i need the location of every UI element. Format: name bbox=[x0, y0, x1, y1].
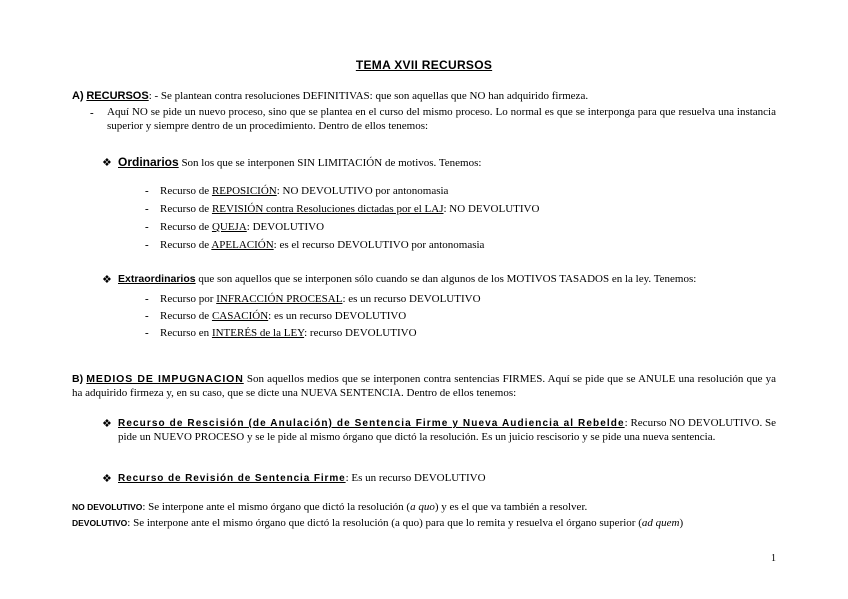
definition-no-devolutivo bbox=[72, 501, 587, 514]
dash-bullet: - bbox=[145, 239, 149, 251]
list-item bbox=[160, 310, 406, 323]
item-desc: : es un recurso DEVOLUTIVO bbox=[342, 293, 481, 305]
definition-latin: ad quem bbox=[641, 517, 680, 529]
extraordinarios-text: que son aquellos que se interponen sólo cuando se dan algunos de los MOTIVOS TASADOS en la ley. Tenemos: bbox=[195, 273, 697, 285]
item-prefix: Recurso de bbox=[160, 239, 212, 251]
list-item bbox=[160, 203, 539, 216]
section-b-heading: MEDIOS DE IMPUGNACION bbox=[86, 373, 244, 385]
item-desc: : es el recurso DEVOLUTIVO por antonomasia bbox=[273, 239, 485, 251]
dash-bullet: - bbox=[145, 293, 149, 305]
rescision-paragraph bbox=[118, 417, 776, 444]
definition-latin: a quo bbox=[410, 501, 435, 513]
item-term: REPOSICIÓN bbox=[211, 185, 277, 197]
section-b-label: B) bbox=[72, 373, 84, 385]
extraordinarios-line bbox=[118, 273, 696, 286]
definition-text: : Se interpone ante el mismo órgano que dictó la resolución (a quo) para que lo remita y resuelva el órgano superior ( bbox=[127, 517, 642, 529]
item-prefix: Recurso de bbox=[160, 203, 212, 215]
definition-term: NO DEVOLUTIVO bbox=[72, 502, 143, 512]
item-term: REVISIÓN contra Resoluciones dictadas por el LAJ bbox=[211, 203, 444, 215]
revision-text: : Es un recurso DEVOLUTIVO bbox=[345, 472, 486, 484]
item-term: INTERÉS de la LEY bbox=[211, 327, 305, 339]
item-desc: : recurso DEVOLUTIVO bbox=[304, 327, 417, 339]
section-a-paragraph: Aquí NO se pide un nuevo proceso, sino que se plantea en el curso del mismo proceso. Lo normal es que se interponga para que resuelva una instancia superior y siempre dentro de un procedimiento. Dentro de ellos tenemos: bbox=[107, 106, 776, 132]
item-desc: : NO DEVOLUTIVO por antonomasia bbox=[276, 185, 449, 197]
revision-heading: Recurso de Revisión de Sentencia Firme bbox=[118, 473, 346, 484]
diamond-bullet-icon: ❖ bbox=[102, 418, 112, 430]
item-term: APELACIÓN bbox=[211, 239, 274, 251]
ordinarios-line bbox=[118, 156, 481, 170]
list-item bbox=[160, 221, 324, 234]
definition-text: : Se interpone ante el mismo órgano que dictó la resolución ( bbox=[142, 501, 411, 513]
dash-bullet: - bbox=[145, 203, 149, 215]
list-item bbox=[160, 185, 448, 198]
dash-bullet: - bbox=[145, 310, 149, 322]
revision-line bbox=[118, 472, 486, 485]
page-title: TEMA XVII RECURSOS bbox=[355, 58, 493, 72]
item-desc: : DEVOLUTIVO bbox=[246, 221, 325, 233]
diamond-bullet-icon: ❖ bbox=[102, 473, 112, 485]
section-b-paragraph bbox=[72, 373, 776, 400]
item-prefix: Recurso de bbox=[160, 310, 212, 322]
list-item bbox=[160, 239, 484, 252]
extraordinarios-heading: Extraordinarios bbox=[118, 273, 196, 285]
definition-text-end: ) y es el que va también a resolver. bbox=[434, 501, 588, 513]
page-number: 1 bbox=[771, 553, 776, 564]
item-prefix: Recurso de bbox=[160, 221, 212, 233]
section-b-text: Son aquellos medios que se interponen contra sentencias FIRMES. Aquí se pide que se ANULE una resolución que ya ha adquirido firmeza y, en su caso, que se dicte una NUEVA SENTENCIA. Dentro de ellos tenemos: bbox=[72, 373, 777, 399]
section-a-intro-text: : - Se plantean contra resoluciones DEFINITIVAS: que son aquellas que NO han adquirido firmeza. bbox=[148, 90, 589, 102]
rescision-heading: Recurso de Rescisión (de Anulación) de Sentencia Firme y Nueva Audiencia al Rebelde bbox=[118, 418, 625, 429]
item-term: CASACIÓN bbox=[211, 310, 269, 322]
ordinarios-text: Son los que se interponen SIN LIMITACIÓN de motivos. Tenemos: bbox=[178, 157, 482, 169]
section-a-intro bbox=[72, 90, 588, 103]
diamond-bullet-icon: ❖ bbox=[102, 157, 112, 169]
rescision-text: : Recurso NO DEVOLUTIVO. Se pide un NUEVO PROCESO y se le pide al mismo órgano que dictó la resolución. Es un juicio rescisorio y se pide una nueva sentencia. bbox=[118, 417, 776, 443]
item-prefix: Recurso en bbox=[160, 327, 212, 339]
item-term: QUEJA bbox=[211, 221, 247, 233]
dash-bullet: - bbox=[90, 107, 94, 119]
diamond-bullet-icon: ❖ bbox=[102, 274, 112, 286]
ordinarios-heading: Ordinarios bbox=[118, 155, 179, 169]
definition-text-end: ) bbox=[679, 517, 684, 529]
item-desc: : es un recurso DEVOLUTIVO bbox=[268, 310, 407, 322]
definition-term: DEVOLUTIVO bbox=[72, 518, 128, 528]
item-term: INFRACCIÓN PROCESAL bbox=[216, 293, 343, 305]
definition-devolutivo bbox=[72, 517, 683, 530]
item-prefix: Recurso por bbox=[160, 293, 217, 305]
list-item bbox=[160, 327, 417, 340]
item-desc: : NO DEVOLUTIVO bbox=[443, 203, 540, 215]
section-a-label: A) bbox=[72, 90, 84, 102]
section-a-heading: RECURSOS bbox=[86, 90, 149, 102]
dash-bullet: - bbox=[145, 327, 149, 339]
dash-bullet: - bbox=[145, 185, 149, 197]
dash-bullet: - bbox=[145, 221, 149, 233]
item-prefix: Recurso de bbox=[160, 185, 212, 197]
list-item bbox=[160, 293, 481, 306]
